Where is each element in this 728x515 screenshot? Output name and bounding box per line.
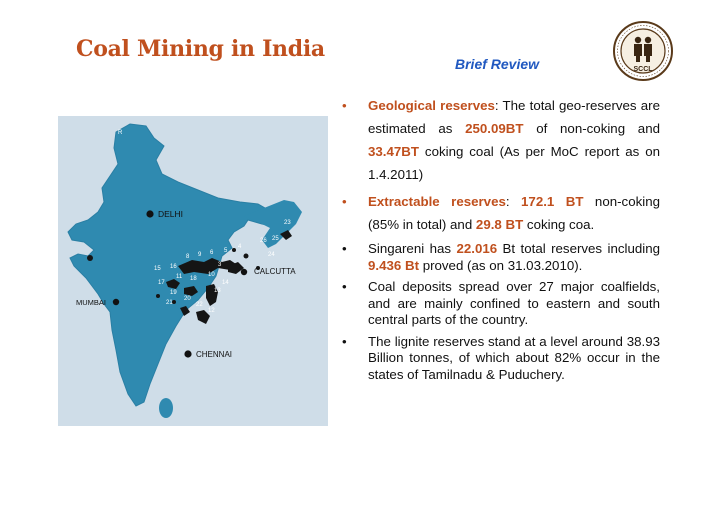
svg-text:9: 9 bbox=[198, 252, 202, 258]
reserve-value: 22.016 bbox=[456, 241, 498, 256]
sri-lanka bbox=[159, 398, 173, 418]
svg-text:20: 20 bbox=[184, 296, 191, 302]
logo-text: SCCL bbox=[633, 66, 653, 73]
svg-text:13: 13 bbox=[214, 288, 221, 294]
reserve-value: 33.47BT bbox=[368, 144, 419, 159]
svg-text:5: 5 bbox=[224, 248, 228, 254]
svg-text:3: 3 bbox=[218, 262, 222, 268]
city-label-calcutta: CALCUTTA bbox=[254, 267, 296, 276]
reserve-value: 29.8 BT bbox=[475, 217, 524, 232]
reserve-value: 172.1 BT bbox=[521, 194, 584, 209]
svg-text:12: 12 bbox=[208, 308, 215, 314]
bullet-label: Geological reserves bbox=[368, 98, 495, 113]
svg-text:15: 15 bbox=[154, 266, 161, 272]
svg-text:4: 4 bbox=[238, 244, 242, 250]
svg-text:17: 17 bbox=[158, 280, 165, 286]
bullet-geological-reserves: • Geological reserves: The total geo-reserves are estimated as 250.09BT of non-coking and 33.47BT coking coal (As per MoC report as on 1.4.2011) bbox=[342, 98, 660, 182]
svg-text:22: 22 bbox=[196, 302, 203, 308]
svg-text:18: 18 bbox=[190, 276, 197, 282]
svg-text:11: 11 bbox=[176, 274, 183, 280]
bullet-coal-deposits: • Coal deposits spread over 27 major coalfields, and are mainly confined to eastern and south central parts of the country. bbox=[342, 279, 660, 327]
svg-text:16: 16 bbox=[170, 264, 177, 270]
review-bullets bbox=[340, 94, 660, 383]
sccl-logo bbox=[612, 20, 674, 82]
reserve-value: 250.09BT bbox=[465, 121, 524, 136]
svg-text:R: R bbox=[118, 130, 123, 136]
india-coalfield-map bbox=[58, 116, 328, 426]
bullet-extractable-reserves: • Extractable reserves: 172.1 BT non-coking (85% in total) and 29.8 BT coking coa. bbox=[342, 194, 660, 232]
svg-text:10: 10 bbox=[208, 272, 215, 278]
svg-text:21: 21 bbox=[166, 300, 173, 306]
page-title: Coal Mining in India bbox=[76, 36, 325, 62]
page-subtitle: Brief Review bbox=[455, 56, 540, 72]
city-label-delhi: DELHI bbox=[158, 209, 184, 219]
svg-text:25: 25 bbox=[272, 236, 279, 242]
svg-text:8: 8 bbox=[186, 254, 190, 260]
svg-text:6: 6 bbox=[210, 250, 214, 256]
city-label-chennai: CHENNAI bbox=[196, 350, 233, 359]
svg-text:14: 14 bbox=[222, 280, 229, 286]
svg-text:23: 23 bbox=[284, 220, 291, 226]
bullet-label: Extractable reserves bbox=[368, 194, 506, 209]
bullet-singareni-reserves: • Singareni has 22.016 Bt total reserves including 9.436 Bt proved (as on 31.03.2010). bbox=[342, 241, 660, 273]
bullet-lignite-reserves: • The lignite reserves stand at a level around 38.93 Billion tonnes, of which about 82% occur in the states of Tamilnadu & Puduchery. bbox=[342, 333, 660, 382]
svg-text:19: 19 bbox=[170, 290, 177, 296]
svg-text:26: 26 bbox=[260, 238, 267, 244]
reserve-value: 9.436 Bt bbox=[368, 257, 419, 273]
svg-text:24: 24 bbox=[268, 252, 275, 258]
city-label-mumbai: MUMBAI bbox=[76, 298, 106, 307]
